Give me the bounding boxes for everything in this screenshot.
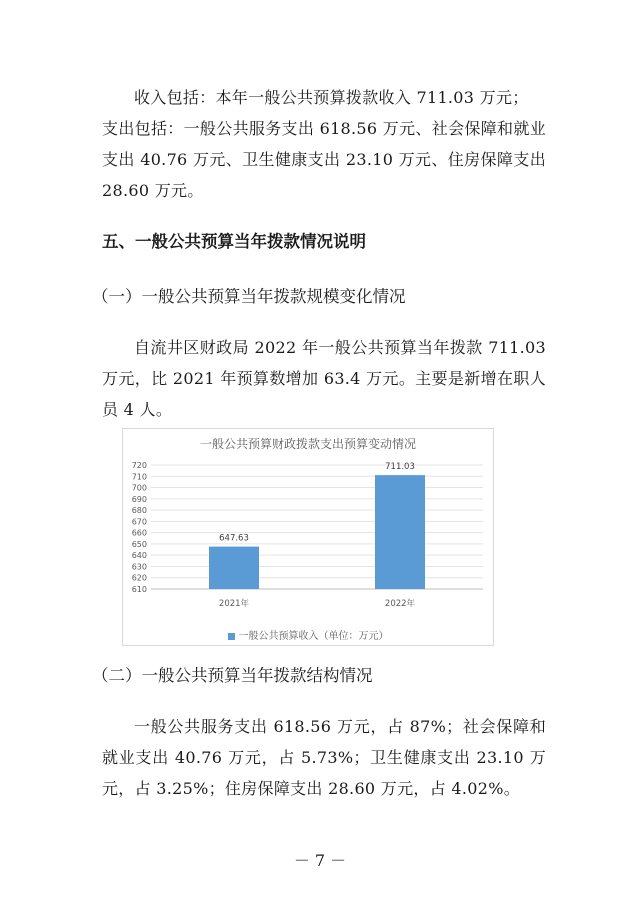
chart-title: 一般公共预算财政拨款支出预算变动情况 [199, 437, 416, 451]
y-tick-label: 700 [131, 483, 147, 493]
page-number: － 7 － [293, 851, 347, 870]
para-income: 收入包括：本年一般公共预算拨款收入 711.03 万元； [134, 88, 529, 107]
data-label: 647.63 [219, 533, 249, 544]
y-tick-label: 690 [131, 494, 147, 504]
y-tick-label: 680 [131, 506, 147, 516]
legend-swatch [228, 633, 235, 640]
y-tick-label: 650 [131, 539, 147, 549]
budget-chart [122, 428, 494, 646]
chart-plot [123, 429, 493, 625]
bar [209, 547, 259, 589]
y-tick-label: 720 [131, 461, 147, 470]
x-tick-label: 2021年 [218, 599, 250, 609]
y-tick-label: 640 [131, 551, 147, 561]
data-label: 711.03 [385, 462, 415, 473]
para-structure: 一般公共服务支出 618.56 万元，占 87%；社会保障和就业支出 40.76 万元，占 5.73%；卫生健康支出 23.10 万元，占 3.25%；住房保障支出 28.60 万元，占 4.02%。 [102, 717, 546, 798]
y-tick-label: 710 [131, 472, 147, 482]
chart-legend [123, 627, 493, 642]
section5-heading: 五、一般公共预算当年拨款情况说明 [102, 232, 366, 251]
y-tick-label: 610 [131, 585, 147, 594]
y-tick-label: 630 [131, 562, 147, 572]
para-expense: 支出包括：一般公共服务支出 618.56 万元、社会保障和就业支出 40.76 万元、卫生健康支出 23.10 万元、住房保障支出 28.60 万元。 [102, 119, 546, 200]
legend-label: 一般公共预算收入（单位：万元） [238, 631, 389, 642]
y-tick-label: 660 [131, 528, 147, 538]
y-tick-label: 620 [131, 573, 147, 583]
sub1-heading: （一）一般公共预算当年拨款规模变化情况 [92, 287, 406, 306]
x-tick-label: 2022年 [384, 599, 416, 609]
para-scale: 自流井区财政局 2022 年一般公共预算当年拨款 711.03 万元，比 2021 年预算数增加 63.4 万元。主要是新增在职人员 4 人。 [102, 338, 546, 419]
sub2-heading: （二）一般公共预算当年拨款结构情况 [92, 666, 373, 685]
y-tick-label: 670 [131, 517, 147, 527]
bar [375, 475, 425, 589]
